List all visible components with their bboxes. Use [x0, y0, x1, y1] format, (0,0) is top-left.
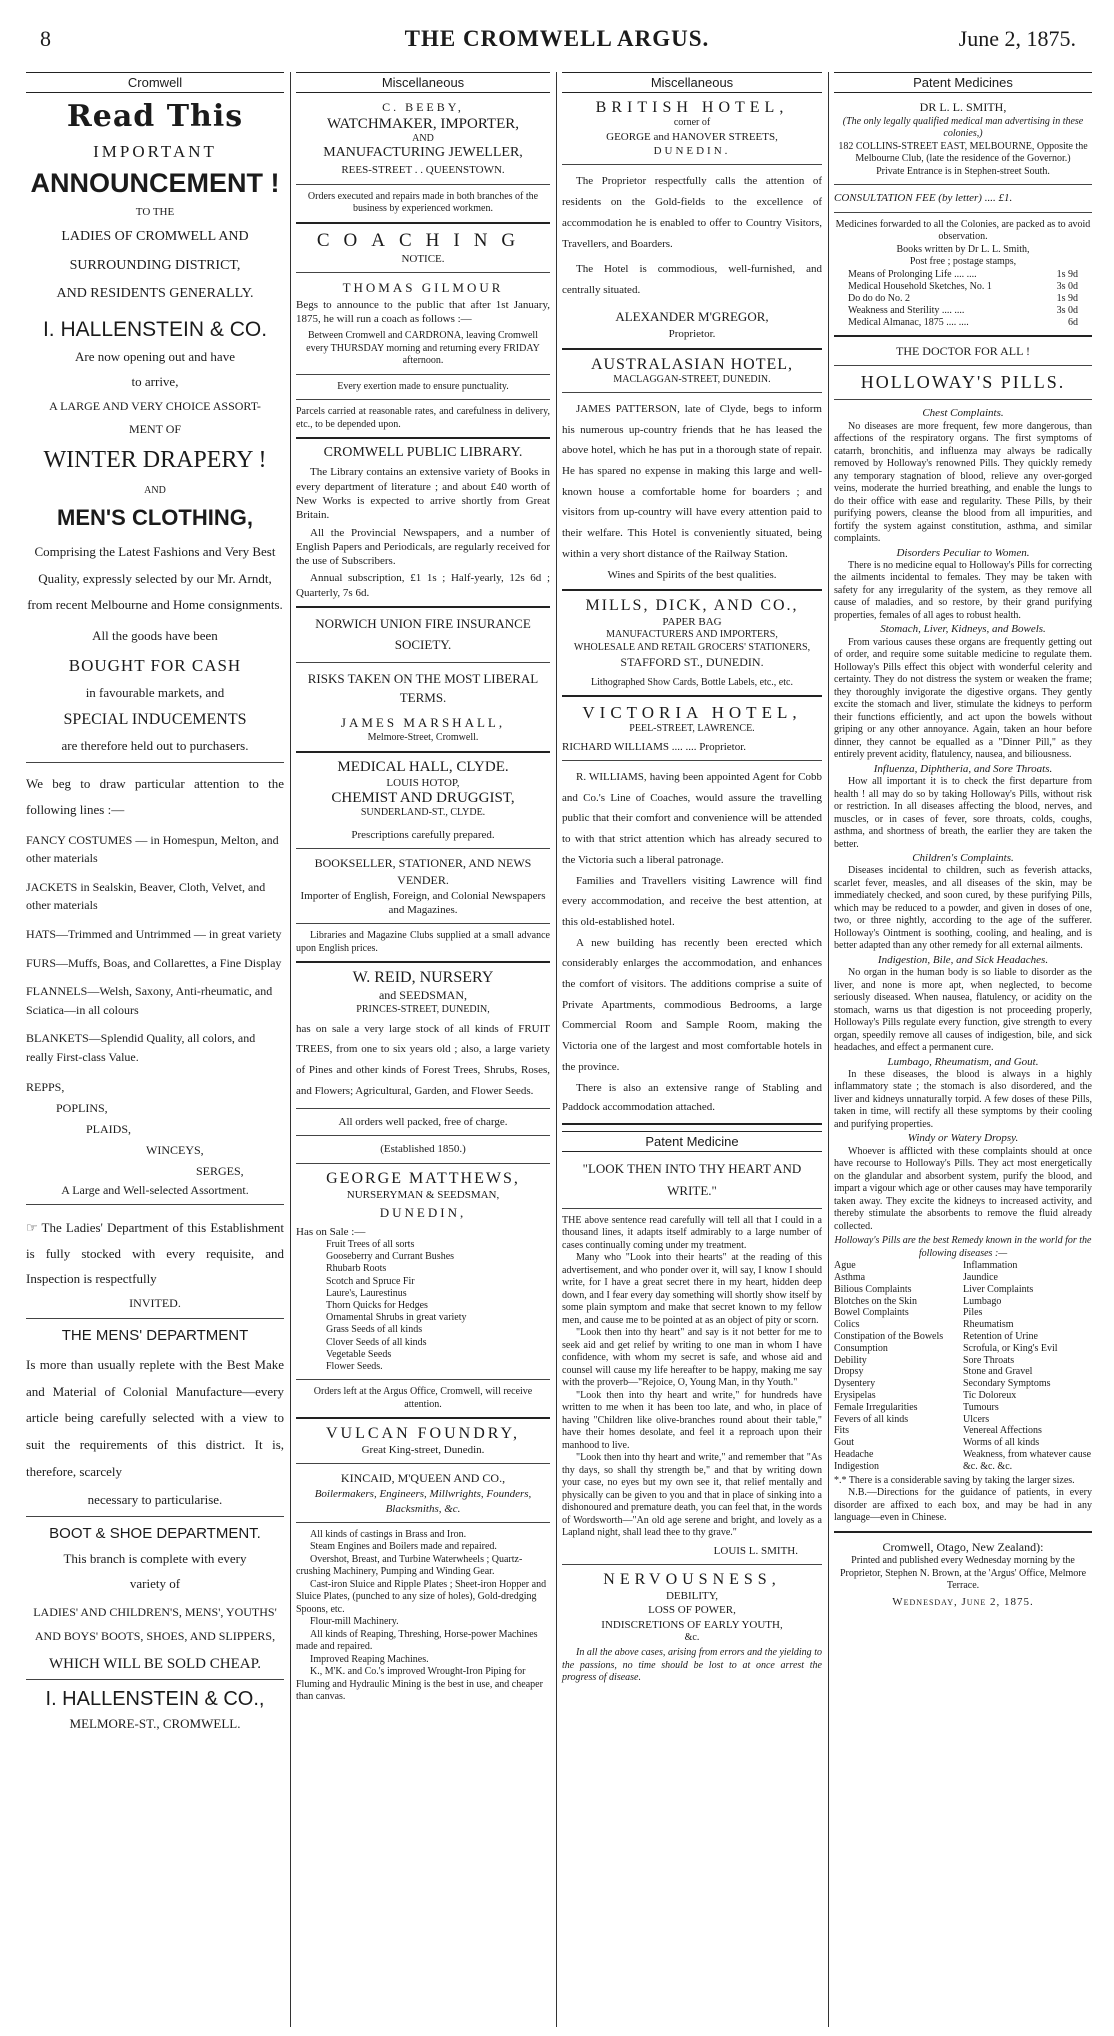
divider [26, 1318, 284, 1319]
issue-date: June 2, 1875. [958, 26, 1076, 51]
divider [834, 399, 1092, 400]
lumbago-heading: Lumbago, Rheumatism, and Gout. [887, 1055, 1039, 1068]
read-this-heading: Read This [66, 99, 244, 134]
private-entrance-text: Private Entrance is in Stephen-street South. [876, 165, 1050, 177]
divider [562, 348, 822, 350]
children-heading: Children's Complaints. [912, 852, 1014, 865]
book-price: 6d [1068, 316, 1078, 328]
column-miscellaneous-2 [556, 72, 828, 2027]
dr-smith-qualification: (The only legally qualified medical man advertising in these colonies,) [842, 115, 1084, 140]
divider [296, 606, 550, 608]
vulcan-heading: VULCAN FOUNDRY, [325, 1425, 521, 1443]
divider [562, 695, 822, 697]
mens-clothing-heading: MEN'S CLOTHING, [57, 505, 253, 531]
divider [296, 751, 550, 753]
punctuality-text: Every exertion made to ensure punctuality. [337, 380, 509, 392]
williams-proprietor: RICHARD WILLIAMS .... .... Proprietor. [562, 740, 747, 753]
list-item: PLAIDS, [86, 1121, 132, 1136]
patterson-text: JAMES PATTERSON, late of Clyde, begs to inform his numerous up-country friends that he has leased the above hotel, which he has put in a thorough state of repair. He has spared no expense in making this large and well-known house a comfortable home for boarders ; and visitors from up-country will have every attention paid to their welfare. This Hotel is conveniently situated, being within a very short distance of the Railway Station. [562, 403, 822, 560]
divider [562, 1208, 822, 1209]
list-item [848, 305, 1078, 317]
list-item: WINCEYS, [146, 1142, 204, 1157]
firm-address: MELMORE-ST., CROMWELL. [69, 1715, 241, 1731]
influenza-heading: Influenza, Diphtheria, and Sore Throats. [873, 762, 1053, 775]
reid-text: has on sale a very large stock of all kinds of FRUIT TREES, from one to six years old ; also, a large variety of Pines and other kinds of Forest Trees, Shrubs, Roses, and Flowers; Agricultural, Garden, and Flower Seeds. [296, 1022, 550, 1098]
families-text: Families and Travellers visiting Lawrence will find every accommodation, and receive the best attention, at this old-established hotel. [562, 874, 822, 928]
divider [296, 1417, 550, 1419]
mens-department-text: Is more than usually replete with the Best Make and Material of Colonial Manufacture—every article being carefully selected with a view to suit the requirements of this district. It is, therefore, scarcely [26, 1357, 284, 1479]
newspaper-title: THE CROMWELL ARGUS. [404, 26, 710, 51]
list-item: Lumbago [963, 1295, 1002, 1307]
diseases-list [834, 1260, 1092, 1472]
list-item: Rheumatism [963, 1319, 1014, 1331]
british-streets: GEORGE and HANOVER STREETS, [606, 130, 778, 143]
marshall-address: Melmore-Street, Cromwell. [367, 732, 479, 744]
corner-text: corner of [673, 117, 711, 128]
list-item: HATS—Trimmed and Untrimmed — in great variety [26, 926, 282, 941]
divider [296, 1379, 550, 1380]
dropsy-text: Whoever is afflicted with these complaints should at once have recourse to Holloway's Pills. They act most energetically on the glandular and absorbent system, purify the blood, and impart a vigour which age or other causes may have temporarily taken away. They excite the kidneys to increased activity, and thereby stimulate the absorbents to remove the fluid already collected. [834, 1145, 1092, 1232]
divider [26, 762, 284, 763]
book-price: 3s 0d [1056, 280, 1078, 292]
divider [296, 1463, 550, 1464]
list-item: Liver Complaints [963, 1283, 1034, 1295]
bought-for-cash-heading: BOUGHT FOR CASH [68, 655, 242, 675]
indigestion-heading: Indigestion, Bile, and Sick Headaches. [877, 953, 1049, 966]
mills-dick-heading: MILLS, DICK, AND CO., [585, 596, 799, 614]
to-the-text: TO THE [135, 206, 175, 218]
divider [296, 272, 550, 273]
beeby-address: REES-STREET . . QUEENSTOWN. [341, 164, 505, 177]
australasian-heading: AUSTRALASIAN HOTEL, [590, 355, 794, 373]
ment-of-text: MENT OF [128, 421, 182, 436]
wholesale-text: WHOLESALE AND RETAIL GROCERS' STATIONERS, [573, 641, 811, 653]
british-hotel-heading: BRITISH HOTEL, [595, 99, 789, 116]
kincaid-trades: Boilermakers, Engineers, Millwrights, Founders, Blacksmiths, &c. [314, 1488, 532, 1515]
list-item: Dysentery [834, 1378, 876, 1390]
necessary-text: necessary to particularise. [87, 1492, 223, 1508]
list-item: Dropsy [834, 1366, 864, 1378]
list-item: Weakness, from whatever cause [963, 1449, 1092, 1461]
list-item: Tumours [963, 1401, 999, 1413]
large-assort-text: A LARGE AND VERY CHOICE ASSORT- [49, 398, 261, 413]
saving-text: *.* There is a considerable saving by taking the larger sizes. [834, 1474, 1075, 1486]
reid-heading: W. REID, NURSERY [352, 969, 494, 987]
consultation-fee-text: CONSULTATION FEE (by letter) .... £1. [834, 192, 1013, 205]
best-remedy-text: Holloway's Pills are the best Remedy known in the world for the following diseases :— [834, 1235, 1092, 1259]
australasian-address: MACLAGGAN-STREET, DUNEDIN. [613, 373, 771, 385]
list-item: REPPS, [26, 1079, 65, 1094]
divider [26, 1679, 284, 1680]
divider [562, 589, 822, 591]
list-item: Fruit Trees of all sorts [326, 1239, 415, 1251]
lumbago-text: In these diseases, the blood is always in a highly inflammatory state ; the stomach is also disordered, and the liver and kidneys unnaturally torpid. A few doses of these Pills, taken in time, will rectify all these symptoms by their cooling and purifying properties. [834, 1068, 1092, 1130]
louis-smith-signature: LOUIS L. SMITH. [713, 1544, 798, 1557]
list-item: Worms of all kinds [963, 1437, 1040, 1449]
residents-line: AND RESIDENTS GENERALLY. [56, 285, 254, 301]
list-item: Grass Seeds of all kinds [326, 1324, 423, 1336]
boot-shoe-heading: BOOT & SHOE DEPARTMENT. [49, 1525, 261, 1543]
list-item: Clover Seeds of all kinds [326, 1336, 427, 1348]
sale-list [296, 1239, 550, 1373]
list-item: POPLINS, [56, 1100, 108, 1115]
divider [562, 164, 822, 165]
firm-name: I. HALLENSTEIN & CO. [42, 318, 268, 342]
influenza-text: How all important it is to check the first departure from health ! all may do so by taking Holloway's Pills, without risk or restriction. In all diseases affecting the blood, nerves, and muscles, or in cases of fever, sore throats, colds, coughs, asthma, and shortness of breath, the earlier they are taken the better. [834, 776, 1092, 850]
divider [562, 1123, 822, 1125]
list-item: All kinds of castings in Brass and Iron. [310, 1528, 467, 1540]
look-then-heading: "LOOK THEN INTO THY HEART AND WRITE." [582, 1160, 802, 1198]
list-item: Gooseberry and Currant Bushes [326, 1251, 455, 1263]
ladies-department-text: ☞ The Ladies' Department of this Establishment is fully stocked with every requisite, and Inspection is respectfully [26, 1220, 284, 1287]
divider [296, 1135, 550, 1136]
column-header: Miscellaneous [296, 72, 550, 93]
book-price: 1s 9d [1056, 292, 1078, 304]
parcels-text: Parcels carried at reasonable rates, and carefulness in delivery, etc., to be depended upon. [296, 406, 550, 430]
divider [26, 1516, 284, 1517]
list-item: Erysipelas [834, 1390, 876, 1402]
debility-text: DEBILITY, [665, 1590, 719, 1603]
list-item: Fits [834, 1425, 850, 1437]
chemist-heading: CHEMIST AND DRUGGIST, [331, 790, 515, 807]
list-item: Secondary Symptoms [963, 1378, 1051, 1390]
imprint-place: Cromwell, Otago, New Zealand): [882, 1539, 1044, 1554]
divider [296, 848, 550, 849]
list-item [848, 269, 1078, 281]
orders-left-text: Orders left at the Argus Office, Cromwell, will receive attention. [313, 1386, 533, 1410]
paper-bag-text: PAPER BAG [662, 615, 722, 628]
importer-text: Importer of English, Foreign, and Colonial Newspapers and Magazines. [300, 889, 546, 916]
masthead [0, 0, 1114, 62]
list-item: SERGES, [196, 1163, 244, 1178]
list-item: Ulcers [963, 1413, 990, 1425]
we-beg-text: We beg to draw particular attention to the following lines :— [26, 775, 284, 817]
special-inducements-heading: SPECIAL INDUCEMENTS [63, 710, 247, 728]
stomach-text: From various causes these organs are frequently getting out of order, and require some suitable medicine to regulate them. Holloway's Pills effect this object with wonderful celerity and certainty. They do not distress the system or weaken the frame; they thoroughly invigorate the digestive organs. They gently excite the stomach and liver, stimulate the kidneys to perform their functions efficiently, and act upon the bowels without griping or any other annoyance. Again, taken an hour before dinner, they cannot be equalled as a "Dinner Pill," as they entirely prevent acidity, flatulency, nausea, and biliousness. [834, 636, 1092, 761]
book-title: Means of Prolonging Life .... .... [848, 268, 977, 280]
wines-text: Wines and Spirits of the best qualities. [607, 569, 777, 582]
column-miscellaneous-1 [290, 72, 556, 2027]
victoria-hotel-heading: VICTORIA HOTEL, [582, 703, 802, 723]
stafford-address: STAFFORD ST., DUNEDIN. [620, 655, 764, 670]
list-item: Consumption [834, 1342, 888, 1354]
book-price: 3s 0d [1056, 304, 1078, 316]
british-commodious-text: The Hotel is commodious, well-furnished, and centrally situated. [562, 262, 822, 296]
column-header: Miscellaneous [562, 72, 822, 93]
list-item: Piles [963, 1307, 983, 1319]
nervousness-heading: NERVOUSNESS, [603, 1571, 781, 1589]
hotop-name: LOUIS HOTOP, [386, 776, 460, 789]
divider [834, 365, 1092, 366]
list-item: JACKETS in Sealskin, Beaver, Cloth, Velvet, and other materials [26, 879, 266, 913]
list-item: Overshot, Breast, and Turbine Waterwheels ; Quartz-crushing Machinery, Pumping and Winding Gear. [296, 1553, 523, 1578]
etc-text: &c. [684, 1631, 700, 1643]
stomach-heading: Stomach, Liver, Kidneys, and Bowels. [880, 623, 1046, 636]
list-item: Fevers of all kinds [834, 1413, 909, 1425]
coach-route-text: Between Cromwell and CARDRONA, leaving Cromwell every THURSDAY morning and returning every FRIDAY afternoon. [306, 330, 540, 367]
look-text-1: THE above sentence read carefully will tell all that I could in a thousand lines, it adapts itself admirably to a large number of cases continually coming under my treatment. [562, 1214, 822, 1251]
list-item: Indigestion [834, 1460, 879, 1472]
divider [296, 222, 550, 224]
divider [296, 399, 550, 400]
victoria-address: PEEL-STREET, LAWRENCE. [629, 723, 755, 735]
kincaid-name: KINCAID, M'QUEEN AND CO., [340, 1471, 506, 1486]
divider [562, 760, 822, 761]
surrounding-line: SURROUNDING DISTRICT, [69, 257, 241, 273]
divider [296, 662, 550, 663]
divider [562, 392, 822, 393]
library-text: The Library contains an extensive variety of Books in every department of literature ; and about £40 worth of New Works is expected to arrive shortly from Great Britain. [296, 466, 550, 522]
winter-drapery-heading: WINTER DRAPERY ! [43, 447, 267, 474]
chest-heading: Chest Complaints. [922, 407, 1004, 420]
list-item: BLANKETS—Splendid Quality, all colors, and really First-class Value. [26, 1031, 256, 1064]
divider [296, 923, 550, 924]
list-item: Stone and Gravel [963, 1366, 1033, 1378]
forwarded-text: Medicines forwarded to all the Colonies, are packed as to avoid observation. [835, 218, 1091, 243]
all-goods-text: All the goods have been [92, 628, 218, 644]
library-heading: CROMWELL PUBLIC LIBRARY. [323, 445, 523, 461]
established-text: (Established 1850.) [380, 1143, 466, 1156]
mens-department-heading: THE MENS' DEPARTMENT [61, 1327, 249, 1345]
list-item: Scrofula, or King's Evil [963, 1342, 1058, 1354]
list-item: Rhubarb Roots [326, 1263, 387, 1275]
list-item: Steam Engines and Boilers made and repaired. [310, 1541, 497, 1553]
subscription-text: Annual subscription, £1 1s ; Half-yearly, 12s 6d ; Quarterly, 7s 6d. [296, 572, 550, 599]
coaching-heading: COACHING [316, 229, 530, 251]
prescriptions-text: Prescriptions carefully prepared. [351, 828, 495, 841]
beeby-orders-text: Orders executed and repairs made in both branches of the business by experienced workmen. [307, 190, 539, 215]
ladies-line: LADIES OF CROMWELL AND [61, 229, 249, 245]
marshall-name: JAMES MARSHALL, [340, 714, 506, 730]
litho-text: Lithographed Show Cards, Bottle Labels, etc., etc. [591, 676, 793, 688]
list-item: Thorn Quicks for Hedges [326, 1300, 428, 1312]
list-item: Bowel Complaints [834, 1307, 909, 1319]
notice-text: NOTICE. [401, 252, 445, 265]
imprint-date: Wednesday, June 2, 1875. [892, 1595, 1034, 1608]
list-item: Improved Reaping Machines. [310, 1653, 429, 1665]
divider [296, 961, 550, 963]
divider [834, 335, 1092, 337]
patent-medicine-header: Patent Medicine [562, 1131, 822, 1152]
invited-text: INVITED. [129, 1296, 181, 1311]
list-item: Blotches on the Skin [834, 1295, 918, 1307]
newspapers-text: All the Provincial Newspapers, and a number of English Papers and Periodicals, are regularly received for the use of Subscribers. [296, 526, 550, 568]
jeweller-heading: MANUFACTURING JEWELLER, [323, 145, 523, 161]
look-text-4: "Look then into thy heart and write," for hundreds have written to me when it has been too late, and who, in place of having "Children like olive-branches round about their table," have their homes desolate, and feel it a reproach upon their manhood to live. [562, 1389, 822, 1451]
list-item: Constipation of the Bowels [834, 1331, 944, 1343]
page-number: 8 [40, 26, 51, 51]
indiscretions-text: INDISCRETIONS OF EARLY YOUTH, [601, 1618, 783, 1631]
fabric-list [26, 1077, 284, 1182]
and-text: AND [144, 484, 166, 496]
look-text-2: Many who "Look into their hearts" at the reading of this advertisement, and who ponder over it, will say, I know I should write, for I have a great secret there in my heart, hidden deep down, and I fear every day something will shortly show itself by some plain symptom and make that secret known to my fellow men, and cause me to be pointed at as an object of pity or scorn. [562, 1252, 822, 1326]
important-heading: IMPORTANT [93, 142, 217, 161]
list-item [848, 281, 1078, 293]
list-item [848, 293, 1078, 305]
victoria-text: R. WILLIAMS, having been appointed Agent for Cobb and Co.'s Line of Coaches, would assure the travelling public that their comfort and convenience will be attended to with that strict attention which has already secured to the Victoria such a liberal patronage. [562, 771, 822, 866]
list-item: Jaundice [963, 1272, 998, 1284]
nb-text: N.B.—Directions for the guidance of patients, in every disorder are affixed to each box, and may be had in any language—even in Chinese. [834, 1487, 1092, 1524]
book-title: Do do do No. 2 [848, 292, 910, 304]
imprint-text: Printed and published every Wednesday morning by the Proprietor, Stephen N. Brown, at the 'Argus' Office, Melmore Terrace. [839, 1555, 1087, 1592]
divider [296, 1522, 550, 1523]
favourable-text: in favourable markets, and [85, 684, 225, 700]
list-item: Asthma [834, 1272, 866, 1284]
list-item: Debility [834, 1354, 867, 1366]
doctor-for-all-text: THE DOCTOR FOR ALL ! [895, 343, 1030, 358]
divider [834, 1531, 1092, 1533]
above-cases-text: In all the above cases, arising from errors and the yielding to the passions, no time should be lost to at once arrest the progress of disease. [562, 1647, 822, 1684]
branch-text: This branch is complete with every [63, 1551, 247, 1567]
book-title: Medical Household Sketches, No. 1 [848, 280, 992, 292]
and-text: AND [412, 132, 434, 144]
list-item: Ornamental Shrubs in great variety [326, 1312, 467, 1324]
list-item: Cast-iron Sluice and Ripple Plates ; Sheet-iron Hopper and Sluice Plates, (punched to any size of holes), Gold-dredging Spoons, etc. [296, 1578, 547, 1615]
boots-list-text: LADIES' AND CHILDREN'S, MENS', YOUTHS' AND BOYS' BOOTS, SHOES, AND SLIPPERS, [33, 1604, 277, 1643]
column-header: Cromwell [26, 72, 284, 93]
book-price-list [834, 269, 1092, 329]
list-item: Colics [834, 1319, 860, 1331]
sold-cheap-text: WHICH WILL BE SOLD CHEAP. [48, 1655, 262, 1672]
variety-text: variety of [129, 1576, 181, 1592]
announcement-heading: ANNOUNCEMENT ! [30, 168, 280, 198]
gilmour-name: THOMAS GILMOUR [342, 279, 504, 295]
firm-name-footer: I. HALLENSTEIN & CO., [45, 1687, 265, 1710]
book-title: Weakness and Sterility .... .... [848, 304, 965, 316]
children-text: Diseases incidental to children, such as feverish attacks, scarlet fever, measles, and all diseases of the skin, may be immediately checked, and soon cured, by these purifying Pills, which may be reduced to a powder, and given in doses of one, two, or three nightly, according to the age of the sufferer. Holloway's Ointment is soothing, cooling, and healing, and is better adapted than any other remedy for all external ailments. [834, 865, 1092, 952]
comprising-text: Comprising the Latest Fashions and Very Best Quality, expressly selected by our Mr. Arndt, from recent Melbourne and Home consignments. [27, 544, 283, 613]
look-text-3: "Look then into thy heart" and say is it not better for me to seek aid and get relief by writing to one man in whom I have confidence, with whom my secret is safe, and whose aid and counsel will cause my life hereafter to be happy, making me say with the proverb—"Rejoice, O, Young Man, in thy Youth." [562, 1327, 822, 1389]
chest-text: No diseases are more frequent, few more dangerous, than affections of the respiratory organs. The first symptoms of catarrh, bronchitis, and influenza may always be radically removed by Holloway's renowned Pills. They quickly remedy any temporary stagnation of blood, relieve any over-gorged veins, moderate the hurried breathing, and enable the lungs to do their office with ease and regularity. These Pills, by their purifying powers, cleanse the blood from all impurities, and fortify the system against constitution, asthma, and similar complaints. [834, 420, 1092, 545]
to-arrive-text: to arrive, [131, 374, 179, 390]
list-item: All kinds of Reaping, Threshing, Horse-power Machines made and repaired. [296, 1628, 538, 1653]
nurseryman-text: NURSERYMAN & SEEDSMAN, [346, 1188, 500, 1201]
list-item: K., M'K. and Co.'s improved Wrought-Iron Piping for Fluming and Hydraulic Mining is the best in use, and cheaper than canvas. [296, 1666, 543, 1703]
list-item: Venereal Affections [963, 1425, 1042, 1437]
gilmour-text: Begs to announce to the public that after 1st January, 1875, he will run a coach as follows :— [296, 298, 550, 326]
column-header: Patent Medicines [834, 72, 1092, 93]
list-item [848, 317, 1078, 329]
held-out-text: are therefore held out to purchasers. [61, 737, 249, 753]
list-item: FLANNELS—Welsh, Saxony, Anti-rheumatic, and Sciatica—in all colours [26, 984, 273, 1017]
column-patent-medicines [828, 72, 1098, 2027]
list-item: Sore Throats [963, 1354, 1015, 1366]
list-item: Female Irregularities [834, 1401, 918, 1413]
seedsman-text: and SEEDSMAN, [378, 988, 467, 1003]
list-item: Inflammation [963, 1260, 1018, 1272]
indigestion-text: No organ in the human body is so liable to disorder as the liver, and none is more apt, when neglected, to become seriously diseased. When nausea, flatulency, or acidity on the stomach, warns us that digestion is not proceeding properly, Holloway's Pills regulate every function, give strength to every organ, speedily remove all causes of indigestion, bile, and sick headaches, and effect a permanent cure. [834, 967, 1092, 1054]
stabling-text: There is also an extensive range of Stabling and Paddock accommodation attached. [562, 1082, 822, 1113]
proprietor-label: Proprietor. [668, 328, 716, 341]
hotop-address: SUNDERLAND-ST., CLYDE. [360, 807, 486, 819]
list-item: FANCY COSTUMES — in Homespun, Melton, and other materials [26, 832, 279, 866]
dr-smith-address: 182 COLLINS-STREET EAST, MELBOURNE, Opposite the Melbourne Club, (late the residence of the Governor.) [838, 140, 1088, 165]
list-item: Bilious Complaints [834, 1283, 912, 1295]
risks-text: RISKS TAKEN ON THE MOST LIBERAL TERMS. [307, 670, 539, 706]
bookseller-heading: BOOKSELLER, STATIONER, AND NEWS VENDER. [314, 856, 532, 887]
look-text-5: "Look then into thy heart and write," and remember that "As thy days, so shall thy strength be," and that by writing down your case, no eyes but my own see it, that relief mentally and physically can be given to you and that in place of sinking into a dishonoured and premature death, you can feel that, in the words of Wordsworth—"An old age serene and bright, and lovely as a Lapland night, shall lead thee to thy grave." [562, 1452, 822, 1539]
dunedin-text: DUNEDIN, [379, 1204, 467, 1220]
book-price: 1s 9d [1056, 268, 1078, 280]
mcgregor-name: ALEXANDER M'GREGOR, [615, 309, 769, 325]
british-city: DUNEDIN. [653, 144, 731, 157]
divider [26, 1204, 284, 1205]
packed-text: All orders well packed, free of charge. [338, 1116, 508, 1129]
divider [296, 1163, 550, 1164]
women-heading: Disorders Peculiar to Women. [896, 546, 1030, 559]
list-item: Vegetable Seeds [326, 1348, 392, 1360]
list-item: Tic Doloreux [963, 1390, 1017, 1402]
norwich-heading: NORWICH UNION FIRE INSURANCE SOCIETY. [315, 616, 531, 652]
foundry-list [296, 1529, 550, 1704]
divider [834, 184, 1092, 185]
list-item: Headache [834, 1449, 874, 1461]
libraries-text: Libraries and Magazine Clubs supplied at a small advance upon English prices. [296, 930, 550, 954]
beeby-name: C. BEEBY, [382, 100, 464, 114]
divider [296, 1108, 550, 1109]
women-text: There is no medicine equal to Holloway's Pills for correcting the ailments incidental to females. They may be taken with safety for any irregularity of the system, as they remove all cause of maladies, and so restore, by their grand purifying properties, females of all ages to robust health. [834, 559, 1092, 621]
list-item: Retention of Urine [963, 1331, 1038, 1343]
vulcan-address: Great King-street, Dunedin. [361, 1444, 485, 1457]
dropsy-heading: Windy or Watery Dropsy. [907, 1132, 1019, 1145]
british-text: The Proprietor respectfully calls the attention of residents on the Gold-fields to the excellence of accommodation he is enabled to offer to Country Visitors, Travellers, and Boarders. [562, 175, 822, 250]
manufacturers-text: MANUFACTURERS AND IMPORTERS, [606, 629, 778, 641]
holloways-pills-heading: HOLLOWAY'S PILLS. [860, 372, 1066, 393]
goods-list [26, 831, 284, 1067]
has-on-sale-text: Has on Sale :— [296, 1225, 366, 1238]
divider [296, 184, 550, 185]
watchmaker-heading: WATCHMAKER, IMPORTER, [326, 115, 520, 132]
loss-of-power-text: LOSS OF POWER, [648, 1604, 736, 1617]
list-item: FURS—Muffs, Boas, and Collarettes, a Fine Display [26, 955, 282, 970]
divider [834, 212, 1092, 213]
list-item: Flower Seeds. [326, 1360, 383, 1372]
list-item: Flour-mill Machinery. [310, 1616, 399, 1628]
new-building-text: A new building has recently been erected which considerably enlarges the accommodation, and enhances the comfort of visitors. The additions comprise a suite of Private Apartments, commodious Bedrooms, a large Commercial Room and Sample Room, making the Victoria one of the largest and most comfortable hotels in the province. [562, 936, 822, 1073]
column-cromwell [20, 72, 290, 2027]
now-opening-text: Are now opening out and have [75, 349, 235, 365]
list-item: Ague [834, 1260, 856, 1272]
divider [296, 374, 550, 375]
list-item: Scotch and Spruce Fir [326, 1275, 415, 1287]
post-free-text: Post free ; postage stamps, [909, 256, 1017, 268]
divider [562, 1564, 822, 1565]
divider [296, 437, 550, 439]
dr-smith-name: DR L. L. SMITH, [919, 100, 1007, 114]
list-item: &c. &c. &c. [963, 1460, 1013, 1472]
assortment-text: A Large and Well-selected Assortment. [61, 1182, 249, 1197]
book-title: Medical Almanac, 1875 .... .... [848, 316, 969, 328]
list-item: Laure's, Laurestinus [326, 1287, 407, 1299]
reid-address: PRINCES-STREET, DUNEDIN, [356, 1004, 490, 1016]
list-item: Gout [834, 1437, 854, 1449]
matthews-heading: GEORGE MATTHEWS, [326, 1169, 520, 1187]
books-text: Books written by Dr L. L. Smith, [896, 243, 1030, 255]
medical-hall-heading: MEDICAL HALL, CLYDE. [337, 758, 509, 775]
